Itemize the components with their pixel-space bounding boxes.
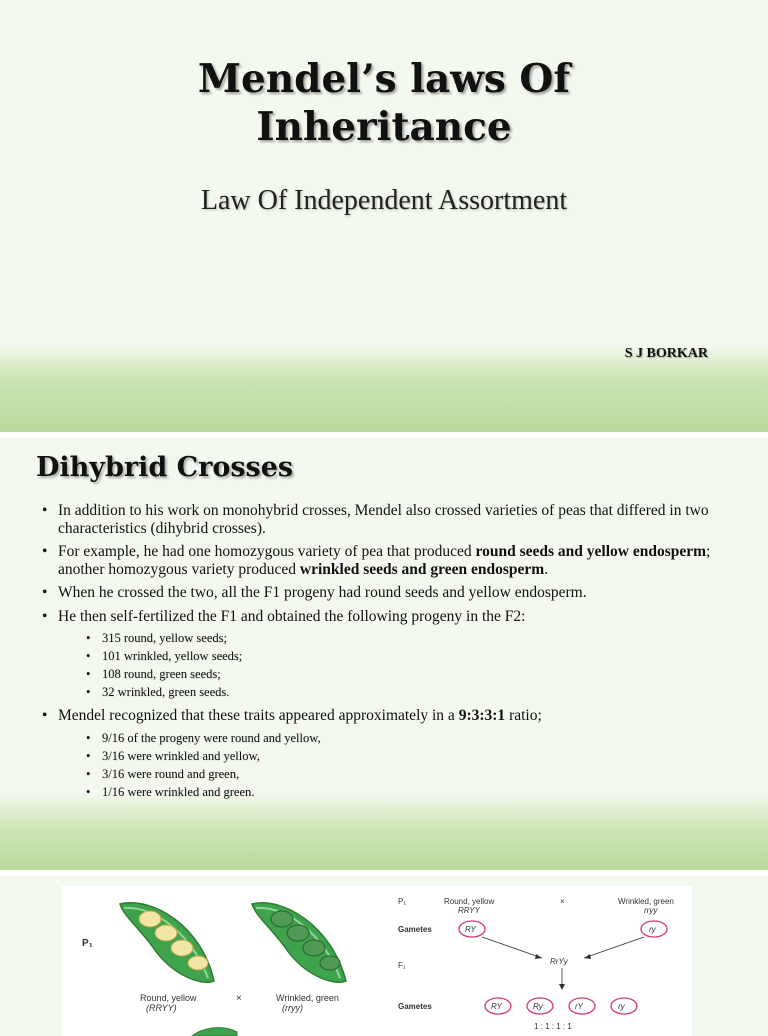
rryy-right-label: (rryy) bbox=[282, 1003, 303, 1013]
arrow-left-icon bbox=[482, 937, 542, 958]
arrow-right-icon bbox=[584, 937, 644, 958]
ratio-emphasis: 9:3:3:1 bbox=[458, 707, 506, 724]
dihybrid-cross-figure bbox=[62, 886, 692, 1036]
dihybrid-slide bbox=[0, 438, 768, 870]
gamete-ry-dominant: RY bbox=[465, 925, 476, 934]
round-yellow-label: Round, yellow bbox=[140, 993, 197, 1003]
bullet-text: ; another homozygous variety produced bbox=[58, 543, 711, 578]
f1-label: F₁ bbox=[398, 961, 406, 970]
bullet-item bbox=[40, 584, 730, 602]
wrinkled-green-parent: Wrinkled, green bbox=[618, 897, 674, 906]
gamete-ratio: 1 : 1 : 1 : 1 bbox=[534, 1022, 572, 1031]
bullet-text: For example, he had one homozygous variety of pea that produced bbox=[58, 543, 476, 560]
author-name: S J BORKAR bbox=[624, 346, 708, 361]
gametes-label-1: Gametes bbox=[398, 925, 432, 934]
wrinkled-green-pod-icon bbox=[252, 903, 346, 983]
sub-bullet-item: • 9/16 of the progeny were round and yellow, bbox=[86, 729, 730, 747]
cross-diagram bbox=[62, 886, 692, 1036]
round-yellow-parent: Round, yellow bbox=[444, 897, 495, 906]
bullet-item bbox=[40, 608, 730, 702]
ratio-list bbox=[58, 729, 730, 801]
title-line-2: Inheritance bbox=[256, 104, 512, 150]
sub-bullet-item: • 315 round, yellow seeds; bbox=[86, 629, 730, 647]
bullet-item bbox=[40, 543, 730, 578]
f1-gamete-2: Ry bbox=[533, 1002, 543, 1011]
f2-progeny-list bbox=[58, 629, 730, 701]
rryy-parent-genotype: RRYY bbox=[458, 906, 480, 915]
bullet-emphasis: round seeds and yellow endosperm bbox=[475, 543, 707, 560]
f1-gamete-1: RY bbox=[491, 1002, 502, 1011]
sub-bullet-item: • 1/16 were wrinkled and green. bbox=[86, 783, 730, 801]
bullet-item bbox=[40, 707, 730, 801]
title-line-1: Mendel’s laws Of bbox=[197, 56, 571, 102]
partial-pod-icon bbox=[192, 1028, 237, 1036]
sub-bullet-item: • 3/16 were wrinkled and yellow, bbox=[86, 747, 730, 765]
bullet-text: In addition to his work on monohybrid crosses, Mendel also crossed varieties of peas that differed in two characteristics (dihybrid crosses). bbox=[58, 502, 709, 537]
gamete-ry-recessive: ry bbox=[649, 925, 656, 934]
slide-title: Dihybrid Crosses bbox=[36, 452, 294, 483]
wrinkled-green-label: Wrinkled, green bbox=[276, 993, 339, 1003]
round-yellow-pod-icon bbox=[120, 903, 214, 983]
rryy-recessive-genotype: rryy bbox=[644, 906, 658, 915]
bullet-text: . bbox=[544, 560, 549, 578]
p1-label-left: P₁ bbox=[82, 938, 93, 949]
presentation-subtitle: Law Of Independent Assortment bbox=[200, 185, 568, 216]
bullet-item bbox=[40, 502, 730, 537]
cross-symbol-left: × bbox=[236, 993, 242, 1004]
bullet-text: ratio; bbox=[505, 707, 542, 724]
title-slide bbox=[0, 0, 768, 432]
sub-bullet-item: • 108 round, green seeds; bbox=[86, 665, 730, 683]
f1-genotype: RrYy bbox=[550, 957, 568, 966]
bullet-text: Mendel recognized that these traits appeared approximately in a bbox=[58, 707, 459, 724]
arrowhead-icon bbox=[535, 954, 542, 959]
bullet-text: When he crossed the two, all the F1 progeny had round seeds and yellow endosperm. bbox=[58, 584, 587, 601]
bullet-text: He then self-fertilized the F1 and obtained the following progeny in the F2: bbox=[58, 607, 526, 625]
sub-bullet-item: • 3/16 were round and green, bbox=[86, 765, 730, 783]
arrowhead-icon bbox=[559, 984, 565, 990]
presentation-title bbox=[0, 55, 768, 151]
rryy-left-label: (RRYY) bbox=[146, 1003, 177, 1013]
cross-symbol-right: × bbox=[560, 897, 565, 906]
cross-diagram-slide bbox=[0, 876, 768, 1036]
bullet-emphasis: wrinkled seeds and green endosperm bbox=[299, 560, 545, 578]
f1-gamete-3: rY bbox=[575, 1002, 583, 1011]
sub-bullet-item: • 32 wrinkled, green seeds. bbox=[86, 683, 730, 701]
f1-gamete-4: ry bbox=[618, 1002, 625, 1011]
gametes-label-2: Gametes bbox=[398, 1002, 432, 1011]
arrowhead-icon bbox=[584, 954, 591, 959]
p1-label-right: P₁ bbox=[398, 897, 407, 906]
bullet-list bbox=[40, 502, 730, 807]
sub-bullet-item: • 101 wrinkled, yellow seeds; bbox=[86, 647, 730, 665]
